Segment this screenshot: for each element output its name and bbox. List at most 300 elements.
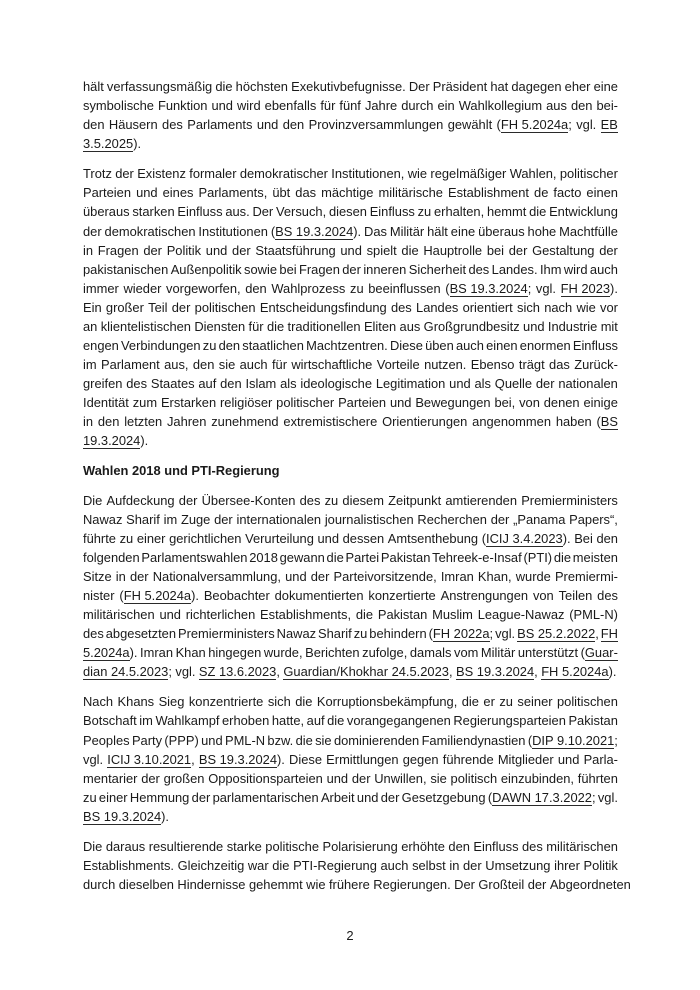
word: daraus xyxy=(105,838,146,854)
word: Sharif xyxy=(318,626,352,642)
word: Wahlkampf xyxy=(155,713,220,729)
word: im xyxy=(139,713,153,729)
word: PTI-Regierung xyxy=(293,857,377,873)
word: Entscheidungsfindung xyxy=(259,299,387,315)
word: sie xyxy=(430,770,447,786)
word: zufolge, xyxy=(362,645,408,661)
text-line xyxy=(83,355,618,374)
word: Institutionen xyxy=(198,223,268,239)
word: Provinzversammlungen xyxy=(308,117,444,133)
word: des xyxy=(468,261,490,277)
word xyxy=(601,624,618,643)
word: der xyxy=(232,242,251,258)
word: politischen xyxy=(194,299,256,315)
word: für xyxy=(248,318,264,334)
word: die xyxy=(266,318,285,334)
word: vgl. xyxy=(83,751,104,767)
text-line xyxy=(83,586,618,605)
word: Zuge xyxy=(180,511,211,527)
word: Tehreek-e-Insaf xyxy=(432,549,522,565)
word: den xyxy=(218,337,241,353)
word: für xyxy=(271,356,287,372)
word: Regierungsparteien xyxy=(453,713,566,729)
word: Institutionen, xyxy=(331,166,405,182)
text-line xyxy=(83,298,618,317)
word: Khan, xyxy=(477,568,512,584)
word: Khan xyxy=(175,645,206,661)
word: FH 5.2024a). xyxy=(541,664,617,680)
word: Vorteile xyxy=(376,356,420,372)
text-line xyxy=(83,837,618,856)
word: Imran xyxy=(440,568,474,584)
word: Parteien xyxy=(83,185,132,201)
word: (BS 19.3.2024; xyxy=(445,280,532,296)
word: Zeitpunkt xyxy=(388,492,442,508)
word: wie xyxy=(306,877,326,893)
word: Ihm xyxy=(539,261,562,277)
word: zu xyxy=(202,337,217,353)
page-number: 2 xyxy=(346,928,354,943)
source-reference-link[interactable]: FH xyxy=(600,626,618,642)
word: Abgeordneten xyxy=(549,877,631,893)
word: der xyxy=(351,770,371,786)
word: Einfluss xyxy=(572,337,618,353)
word: Der xyxy=(252,204,274,220)
word: bei xyxy=(486,242,505,258)
source-reference-link[interactable]: BS 19.3.2024 xyxy=(456,664,535,680)
source-reference-link[interactable]: BS 19.3.2024 xyxy=(198,751,277,767)
source-reference-link[interactable]: FH 2023 xyxy=(560,280,611,296)
word: dian 24.5.2023; xyxy=(83,664,172,680)
word: den xyxy=(83,117,105,133)
word: für xyxy=(320,98,336,114)
text-line xyxy=(83,510,618,529)
text-line xyxy=(83,856,618,875)
word: Parlament xyxy=(100,356,160,372)
word: inneren xyxy=(363,261,407,277)
text-line xyxy=(83,750,618,769)
word: internationalen xyxy=(236,511,322,527)
source-reference-link[interactable]: BS 25.2.2022 xyxy=(517,626,596,642)
word: Berichten xyxy=(305,645,360,661)
word: journalistischen xyxy=(324,511,414,527)
word: Militär xyxy=(480,645,516,661)
text-line xyxy=(83,317,618,336)
word: orientiert xyxy=(462,299,513,315)
word: Diensten xyxy=(194,318,246,334)
word: Exekutivbefugnisse. xyxy=(291,79,406,94)
word: des xyxy=(162,117,183,133)
word: immer xyxy=(83,280,119,296)
word: (DAWN 17.3.2022; xyxy=(487,789,596,805)
word: die xyxy=(355,607,374,623)
word: Nawaz xyxy=(83,511,123,527)
word: ideologische xyxy=(300,375,373,391)
word: parlamentarischen xyxy=(212,789,319,805)
word: überaus xyxy=(83,204,130,220)
word: resultierende xyxy=(148,838,224,854)
word: in xyxy=(83,242,94,258)
text-line xyxy=(83,260,618,279)
word: in xyxy=(115,568,126,584)
word: der xyxy=(83,223,102,239)
word: vom xyxy=(454,645,479,661)
word: als xyxy=(280,375,297,391)
word: der xyxy=(214,511,233,527)
word: PML-N xyxy=(224,732,266,748)
word: Diese xyxy=(389,337,423,353)
word: im xyxy=(163,511,178,527)
word: als xyxy=(474,375,491,391)
word: großen xyxy=(163,770,205,786)
word: Funktion xyxy=(157,98,208,114)
word: und xyxy=(205,242,228,258)
word: Wahlen, xyxy=(509,166,557,182)
word: richterlichen xyxy=(185,607,256,623)
word: war xyxy=(247,857,269,873)
word: Versuch, xyxy=(276,204,327,220)
text-line xyxy=(83,548,618,567)
word: Korruptionsbekämpfung, xyxy=(316,694,458,710)
word: pakistanischen xyxy=(83,261,169,277)
word: führten xyxy=(577,770,618,786)
source-reference-link[interactable]: 3.5.2025 xyxy=(83,136,134,152)
word: Islam xyxy=(245,375,277,391)
word: militärischen xyxy=(546,838,618,854)
source-reference-link[interactable]: EB xyxy=(600,117,618,133)
word: er xyxy=(483,694,495,710)
word: Trotz xyxy=(83,166,112,182)
word: zu xyxy=(350,280,364,296)
word: der xyxy=(508,242,528,258)
word: eines xyxy=(162,185,194,201)
word: staatlichen xyxy=(242,337,304,353)
source-reference-link[interactable]: DAWN 17.3.2022 xyxy=(492,789,592,805)
word: der xyxy=(171,299,191,315)
word: Militär xyxy=(389,223,425,239)
word: Gestaltung xyxy=(532,242,595,258)
word: Eliten xyxy=(363,318,397,334)
word: konzertierte xyxy=(368,588,436,603)
word: dessen xyxy=(342,530,385,546)
word: vgl. xyxy=(576,117,597,133)
word: Party xyxy=(131,732,163,748)
text-line xyxy=(83,336,618,355)
word: Einfluss xyxy=(369,204,415,220)
source-reference-link[interactable]: FH 5.2024a xyxy=(541,664,609,680)
word: des xyxy=(597,588,618,603)
word: konzentrierte xyxy=(188,694,264,710)
word: ihrer xyxy=(554,857,580,873)
word: Partei xyxy=(345,549,380,565)
word: der xyxy=(527,877,547,893)
word: Establishment xyxy=(448,185,529,201)
word: Teil xyxy=(148,299,168,315)
word: die xyxy=(529,204,547,220)
word: vgl. xyxy=(495,626,516,642)
source-reference-link[interactable]: ICIJ 3.4.2023 xyxy=(486,530,563,546)
word: vorgeworfen, xyxy=(166,280,241,296)
word: der xyxy=(342,261,361,277)
word: den xyxy=(245,280,267,296)
word: Landes. xyxy=(491,261,538,277)
word: Präsident xyxy=(432,79,488,94)
word: folgenden xyxy=(83,549,140,565)
word: in xyxy=(83,413,94,429)
text-line xyxy=(83,183,618,202)
word: zu xyxy=(83,789,97,805)
word: Arbeit xyxy=(320,789,355,805)
word: (BS 19.3.2024). xyxy=(270,223,362,239)
word: eher xyxy=(564,79,591,94)
word: auch xyxy=(455,337,484,353)
word: Sharif xyxy=(126,511,160,527)
word: FH 2023). xyxy=(560,280,618,296)
word: Nach xyxy=(83,694,114,710)
word: Politik xyxy=(166,242,202,258)
word: einer xyxy=(98,789,128,805)
word: mit xyxy=(600,318,618,334)
source-reference-link[interactable]: BS 19.3.2024 xyxy=(83,808,162,824)
word: ICIJ 3.10.2021, xyxy=(107,751,195,767)
word: sie xyxy=(315,732,332,748)
word: die xyxy=(553,549,572,565)
word: Parteien xyxy=(338,394,387,410)
word: greifen xyxy=(83,375,123,391)
word: und xyxy=(159,607,181,623)
word: überaus xyxy=(478,223,525,239)
word: Zurück- xyxy=(574,356,618,372)
word: formaler xyxy=(189,166,237,182)
word: aus. xyxy=(225,204,250,220)
word: zu xyxy=(417,204,432,220)
word: wirtschaftliche xyxy=(291,356,373,372)
word: gewann xyxy=(279,549,325,565)
word: angenommen xyxy=(472,413,551,429)
word: verfassungsmäßig xyxy=(106,79,213,94)
word: erhalten, xyxy=(434,204,485,220)
word: Parlamentswahlen xyxy=(141,549,248,565)
word: 19.3.2024). xyxy=(83,433,149,449)
word: Landes xyxy=(416,299,459,315)
word: hohe xyxy=(527,223,557,239)
word: Hemmung xyxy=(129,789,190,805)
source-reference-link[interactable]: 19.3.2024 xyxy=(83,433,141,449)
word: wurde xyxy=(515,568,551,584)
word: Recherchen xyxy=(417,511,487,527)
source-reference-link[interactable]: BS xyxy=(600,413,618,429)
word: (FH 5.2024a). xyxy=(119,588,199,603)
word: Sieg xyxy=(158,694,185,710)
word: den xyxy=(448,838,470,854)
word: (Guar- xyxy=(580,645,618,661)
word: zu xyxy=(353,626,368,642)
source-reference-link[interactable]: FH 5.2024a xyxy=(123,588,192,603)
word: die xyxy=(327,713,345,729)
word: bzw. xyxy=(267,732,294,748)
word: den xyxy=(192,356,215,372)
source-reference-link[interactable]: FH 5.2024a xyxy=(500,117,569,133)
word: 5.2024a). xyxy=(83,645,138,661)
word: die xyxy=(401,242,419,258)
word: Parteivorsitzende, xyxy=(333,568,437,584)
word: Existenz xyxy=(137,166,186,182)
word: und xyxy=(256,117,279,133)
word: Großteil xyxy=(478,877,525,893)
word: Polarisierung xyxy=(322,838,398,854)
word: Premierministers xyxy=(177,626,275,642)
word: starke xyxy=(226,838,262,854)
word: Fragen xyxy=(299,261,340,277)
word: abgesetzten xyxy=(105,626,177,642)
word: sie xyxy=(218,356,236,372)
word: Hauptrolle xyxy=(423,242,483,258)
source-reference-link[interactable]: SZ 13.6.2023 xyxy=(198,664,277,680)
source-reference-link[interactable]: FH 2022a xyxy=(432,626,490,642)
source-reference-link[interactable]: Guardian/Khokhar 24.5.2023 xyxy=(283,664,449,680)
word: politischen xyxy=(556,694,618,710)
word: Politik xyxy=(583,857,618,873)
text-line xyxy=(83,164,618,183)
word: des xyxy=(522,838,543,854)
source-reference-link[interactable]: ICIJ 3.10.2021 xyxy=(107,751,192,767)
word: nach xyxy=(544,299,573,315)
word: hat xyxy=(490,79,509,94)
word: Ebenso xyxy=(470,356,515,372)
word: Ein xyxy=(83,299,102,315)
word: (FH 5.2024a; xyxy=(496,117,572,133)
text-line xyxy=(83,567,618,586)
word: und xyxy=(340,242,362,258)
word: erhöhte xyxy=(401,838,445,854)
word: unterstützt xyxy=(517,645,579,661)
word: des xyxy=(126,375,148,391)
word: wird xyxy=(237,98,261,114)
source-reference-link[interactable]: dian 24.5.2023 xyxy=(83,664,169,680)
word: Parlaments xyxy=(187,117,253,133)
word: vgl. xyxy=(175,664,196,680)
word: und xyxy=(523,318,545,334)
word: militärischen xyxy=(83,607,155,623)
word: der xyxy=(490,511,510,527)
source-reference-link[interactable]: 5.2024a xyxy=(83,645,130,661)
word: vorangegangenen xyxy=(346,713,451,729)
word: Verbindungen xyxy=(121,337,201,353)
word: der xyxy=(129,568,149,584)
word: üben xyxy=(425,337,454,353)
word: Häusern xyxy=(108,117,158,133)
text-line xyxy=(83,662,618,681)
source-reference-link[interactable]: BS 19.3.2024 xyxy=(275,223,354,239)
word: Bei xyxy=(574,530,593,546)
word: einer xyxy=(136,530,166,546)
word: vgl. xyxy=(535,280,556,296)
word: von xyxy=(519,394,540,410)
word: starken xyxy=(132,204,175,220)
word: BS 19.3.2024, xyxy=(456,664,538,680)
source-reference-link[interactable]: DIP 9.10.2021 xyxy=(532,732,615,748)
word: Jahre xyxy=(364,98,398,114)
text-line xyxy=(83,77,618,96)
word: facto xyxy=(553,185,582,201)
word: und xyxy=(326,770,349,786)
word: Papers“, xyxy=(569,511,618,527)
word: zu xyxy=(499,694,513,710)
text-line xyxy=(83,115,618,134)
text-line xyxy=(83,393,618,412)
word: League-Nawaz xyxy=(477,607,565,623)
word: der xyxy=(599,242,618,258)
word: auch xyxy=(239,356,268,372)
text-line xyxy=(83,202,618,221)
word: (PTI) xyxy=(523,549,553,565)
word: großer xyxy=(105,299,144,315)
word: der xyxy=(143,242,162,258)
word: Entwicklung xyxy=(549,204,618,220)
text-line xyxy=(83,491,618,510)
word: zu xyxy=(119,530,134,546)
paragraph xyxy=(83,164,618,450)
word: Machtfülle xyxy=(559,223,618,239)
word: auf xyxy=(306,713,325,729)
word: und xyxy=(557,751,580,767)
word: mächtige xyxy=(321,185,374,201)
word: in xyxy=(449,857,460,873)
source-reference-link[interactable]: BS 19.3.2024 xyxy=(449,280,528,296)
word: die xyxy=(326,549,344,565)
word: des xyxy=(83,626,104,642)
word: Khans xyxy=(117,694,155,710)
word: einzubinden, xyxy=(500,770,574,786)
word: nister xyxy=(83,588,115,603)
word: Muslim xyxy=(432,607,473,623)
source-reference-link[interactable]: Guar- xyxy=(584,645,618,661)
word: der xyxy=(380,789,400,805)
text-line xyxy=(83,731,618,750)
word: und xyxy=(285,568,307,584)
text-line xyxy=(83,134,618,153)
word: Legitimation xyxy=(375,375,446,391)
word: Oppositionsparteien xyxy=(208,770,323,786)
text-line xyxy=(83,769,618,788)
word: Quelle xyxy=(494,375,533,391)
word: Außenpolitik xyxy=(170,261,242,277)
word: beeinflussen xyxy=(368,280,441,296)
word: einige xyxy=(583,394,618,410)
word: Premiermi- xyxy=(554,568,618,584)
word: Unwillen, xyxy=(374,770,427,786)
word: Jahren xyxy=(166,413,207,429)
word: den xyxy=(220,375,242,391)
word: nationalen xyxy=(558,375,618,391)
word: den xyxy=(97,413,120,429)
word: einen xyxy=(586,185,618,201)
word: Das xyxy=(364,223,387,239)
word: Pakistan xyxy=(380,549,431,565)
word: dieselben xyxy=(118,877,174,893)
paragraph xyxy=(83,837,631,894)
word: Der xyxy=(454,877,475,893)
word: wird xyxy=(563,261,588,277)
word: führende xyxy=(442,751,494,767)
word: letzten xyxy=(124,413,163,429)
word: diesem xyxy=(342,492,384,508)
word: das xyxy=(295,185,317,201)
paragraph xyxy=(83,77,618,153)
word: (PPP) xyxy=(164,732,199,748)
word: ebenfalls xyxy=(264,98,317,114)
word: Industrie xyxy=(547,318,598,334)
